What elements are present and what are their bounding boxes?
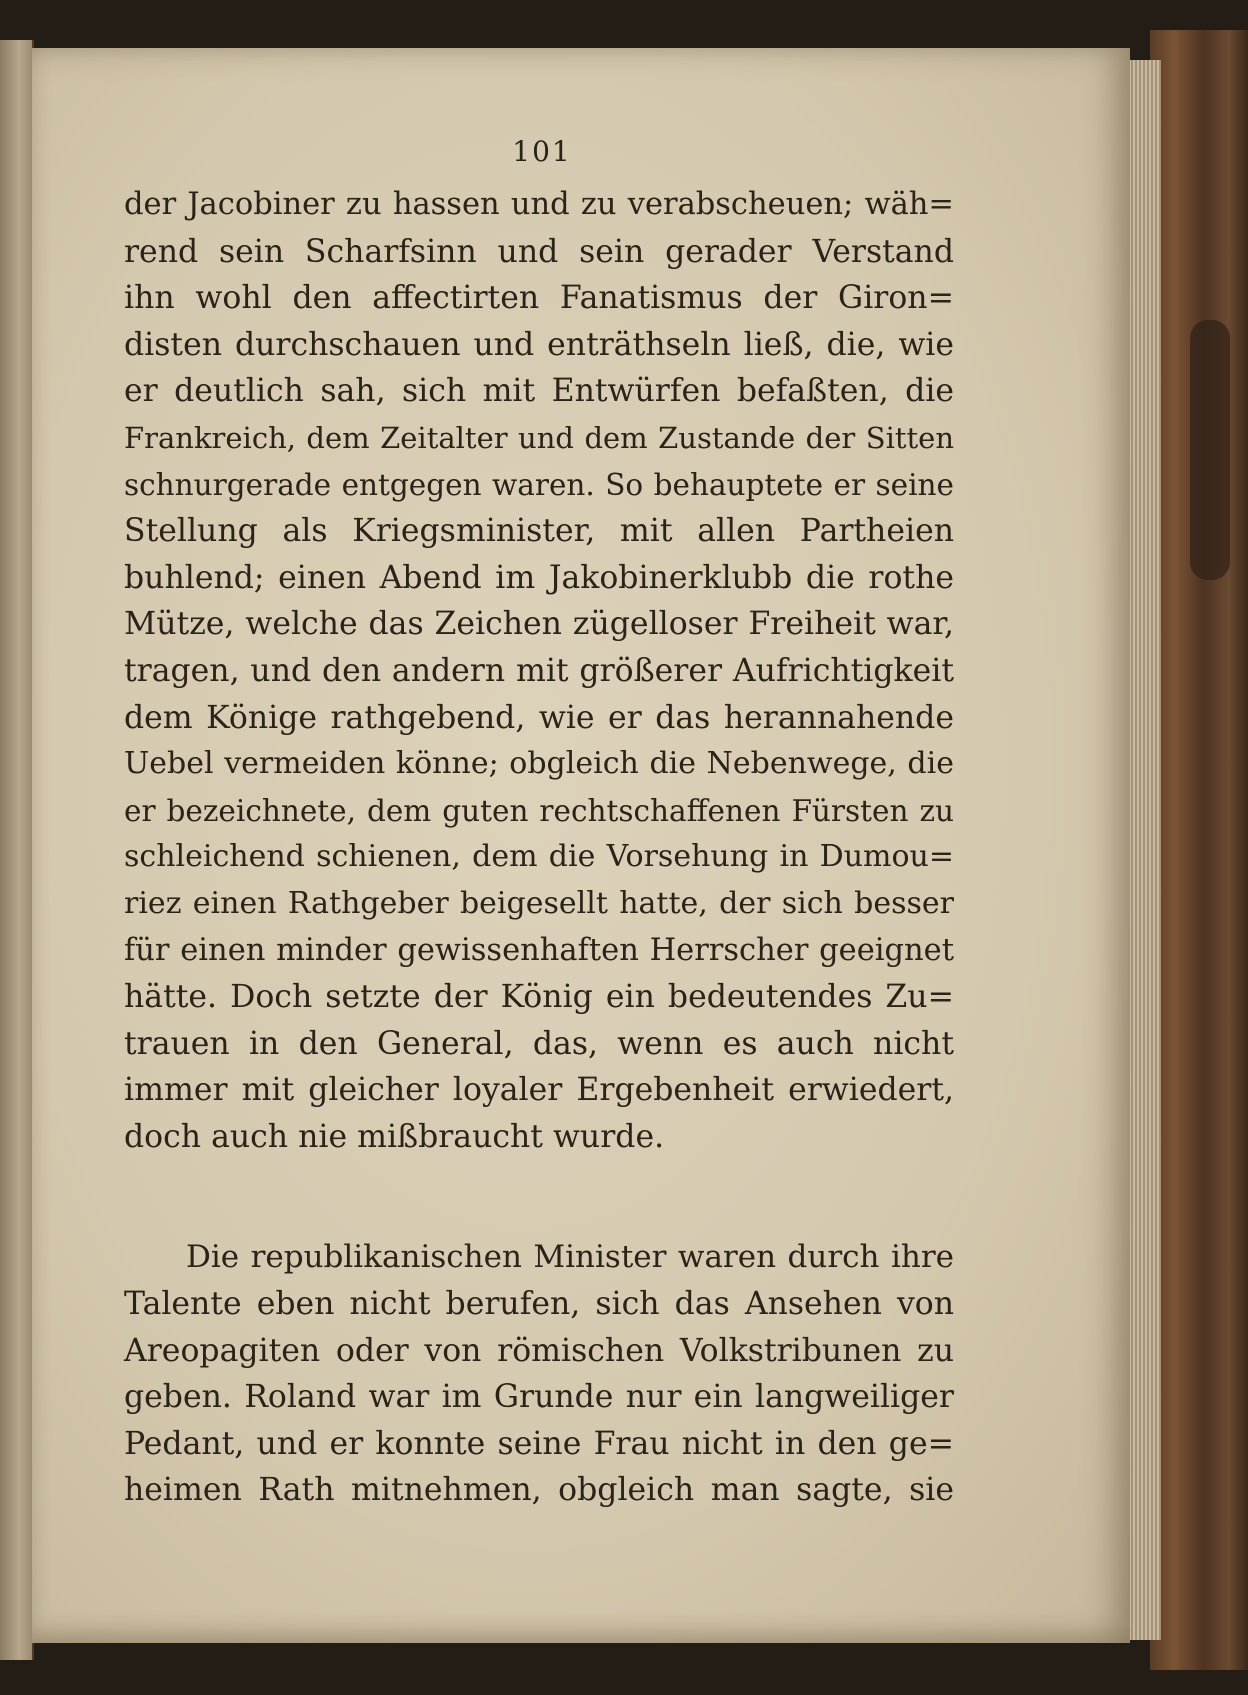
text-line: schleichend schienen, dem die Vorsehung in Dumou= bbox=[124, 839, 954, 875]
body-text bbox=[124, 182, 954, 1514]
text-line: immer mit gleicher loyaler Ergebenheit erwiedert, bbox=[124, 1072, 954, 1109]
text-line: für einen minder gewissenhaften Herrscher geeignet bbox=[124, 932, 954, 968]
page-number: 101 bbox=[512, 135, 572, 168]
previous-page-edge bbox=[0, 40, 34, 1660]
text-line: Frankreich, dem Zeitalter und dem Zustande der Sitten bbox=[124, 420, 954, 455]
text-line: rend sein Scharfsinn und sein gerader Verstand bbox=[124, 233, 954, 270]
text-line: ihn wohl den affectirten Fanatismus der Giron= bbox=[124, 280, 954, 317]
text-line: Pedant, und er konnte seine Frau nicht in den ge= bbox=[124, 1425, 954, 1462]
paragraph-gap bbox=[124, 1160, 954, 1234]
text-line: doch auch nie mißbraucht wurde. bbox=[124, 1118, 665, 1155]
text-line: Mütze, welche das Zeichen zügelloser Freiheit war, bbox=[124, 606, 954, 643]
paragraph-2 bbox=[124, 1234, 954, 1514]
text-line: heimen Rath mitnehmen, obgleich man sagte, sie bbox=[124, 1472, 954, 1509]
text-line: er deutlich sah, sich mit Entwürfen befaßten, die bbox=[124, 373, 954, 410]
text-line: der Jacobiner zu hassen und zu verabscheuen; wäh= bbox=[124, 187, 954, 222]
text-line: geben. Roland war im Grunde nur ein langweiliger bbox=[124, 1379, 954, 1416]
text-line: Uebel vermeiden könne; obgleich die Nebenwege, die bbox=[124, 746, 954, 782]
text-line: Stellung als Kriegsminister, mit allen Partheien bbox=[124, 513, 954, 550]
text-line: buhlend; einen Abend im Jakobinerklubb die rothe bbox=[124, 559, 954, 596]
text-line: riez einen Rathgeber beigesellt hatte, der sich besser bbox=[124, 885, 954, 921]
text-line: trauen in den General, das, wenn es auch nicht bbox=[124, 1025, 954, 1062]
book-binding bbox=[1150, 30, 1248, 1670]
binding-wear-mark bbox=[1190, 320, 1230, 580]
text-line: Talente eben nicht berufen, sich das Ansehen von bbox=[124, 1286, 954, 1323]
text-line: Areopagiten oder von römischen Volkstribunen zu bbox=[124, 1332, 954, 1369]
text-line: dem Könige rathgebend, wie er das herannahende bbox=[124, 699, 954, 736]
paragraph-1 bbox=[124, 182, 954, 1160]
text-line: er bezeichnete, dem guten rechtschaffenen Fürsten zu bbox=[124, 793, 954, 828]
text-line: hätte. Doch setzte der König ein bedeutendes Zu= bbox=[124, 979, 954, 1016]
text-line: tragen, und den andern mit größerer Aufrichtigkeit bbox=[124, 652, 954, 689]
text-line: schnurgerade entgegen waren. So behauptete er seine bbox=[124, 467, 954, 502]
text-line: disten durchschauen und enträthseln ließ, die, wie bbox=[124, 326, 954, 363]
text-line: Die republikanischen Minister waren durch ihre bbox=[186, 1239, 954, 1276]
